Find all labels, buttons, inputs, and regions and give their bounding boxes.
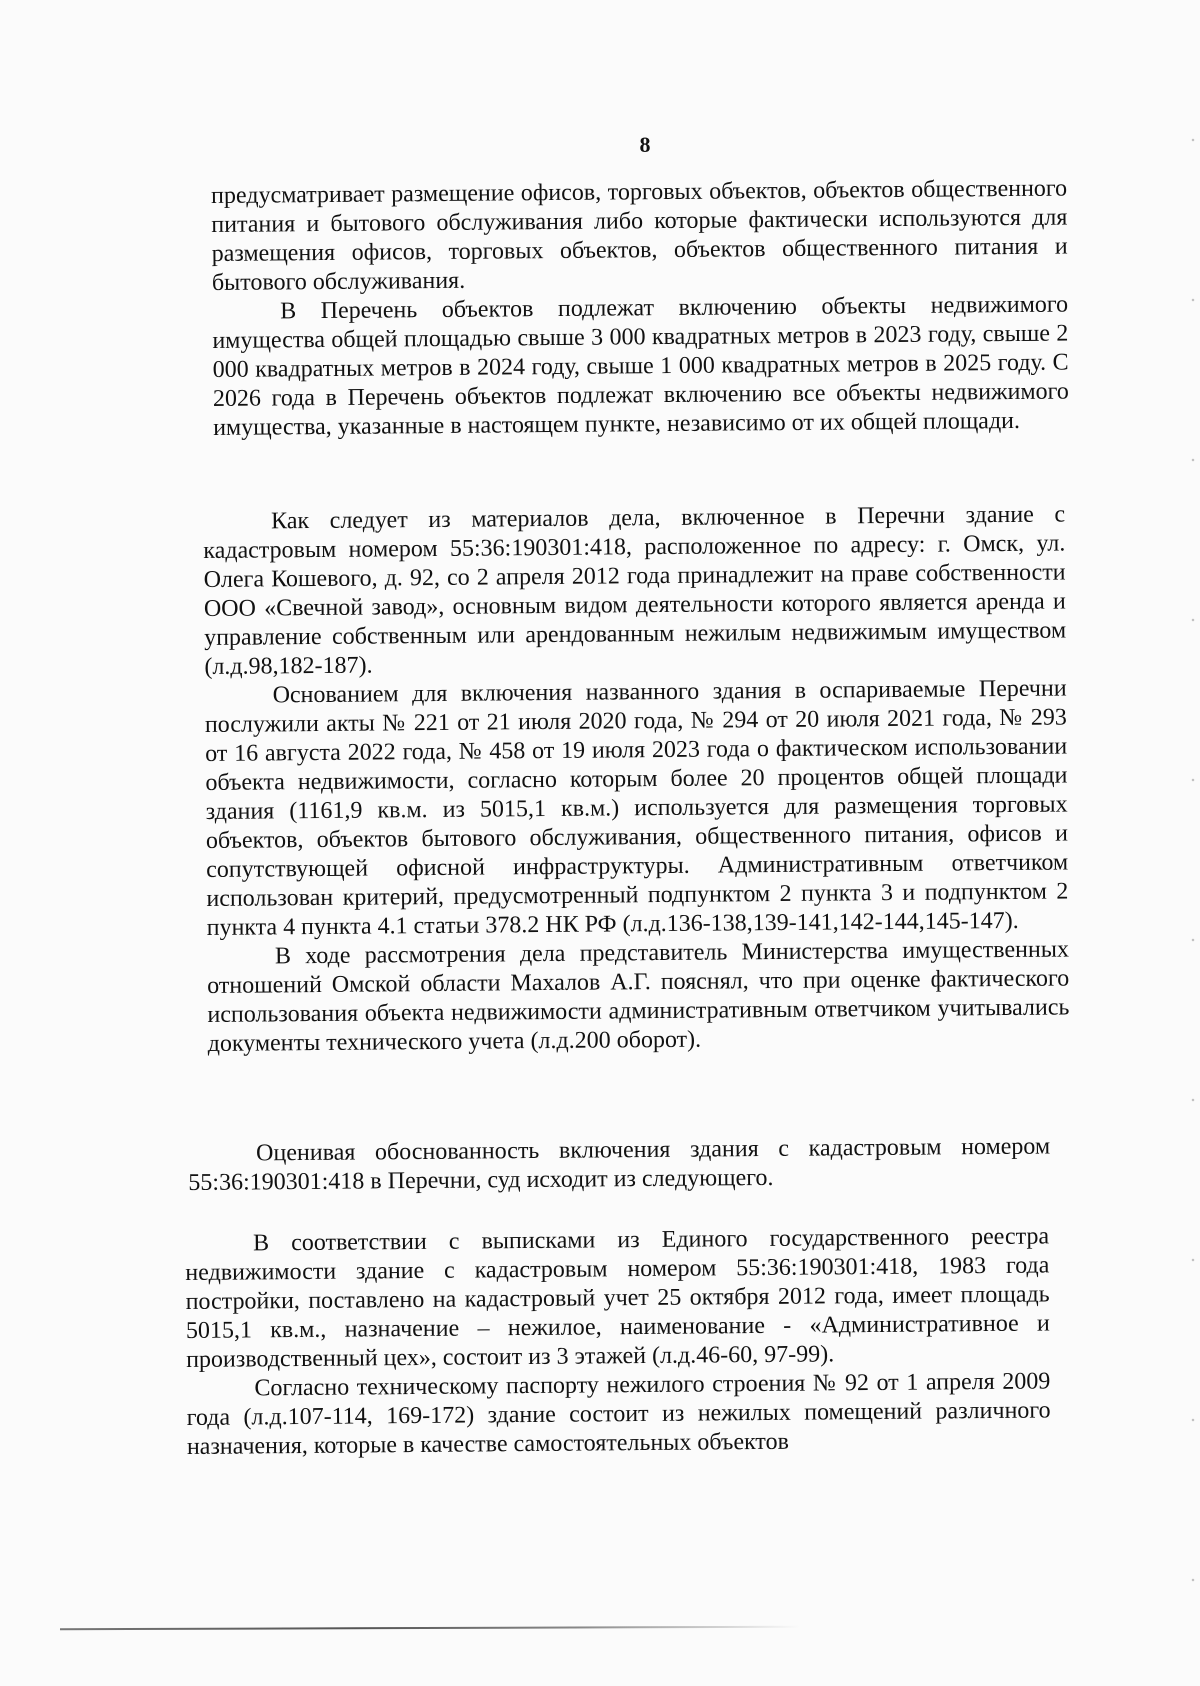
paragraph-technical-passport: Согласно техническому паспорту нежилого строения № 92 от 1 апреля 2009 года (л.д.107-114, 169-172) здание состоит из нежилых помещений различного назначения, которые в качестве самостоятельных объектов xyxy=(186,1368,1051,1460)
paragraph-continuation: предусматривает размещение офисов, торговых объектов, объектов общественного питания и бытового обслуживания либо которые фактически используются для размещения офисов, торговых объектов, объектов общественного питания и бытового обслуживания. xyxy=(211,175,1068,296)
page-number: 8 xyxy=(639,132,651,157)
text-block-upper xyxy=(211,175,1069,443)
text-block-case-facts xyxy=(203,500,1070,1059)
scan-artifact-dots xyxy=(1170,0,1200,1686)
paragraph-area-thresholds: В Перечень объектов подлежат включению объекты недвижимого имущества общей площадью свыше 3 000 квадратных метров в 2023 году, свыше 2 000 квадратных метров в 2024 году, свыше 1 000 квадратных метров в 2025 году. С 2026 года в Перечень объектов подлежат включению все объекты недвижимого имущества, указанные в настоящем пункте, независимо от их общей площади. xyxy=(212,291,1069,441)
text-block-court-assessment xyxy=(188,1132,1050,1198)
paragraph-court-reasoning: Оценивая обоснованность включения здания с кадастровым номером 55:36:190301:418 в Перечни, суд исходит из следующего. xyxy=(188,1133,1051,1196)
scan-artifact-line xyxy=(60,1626,800,1631)
paragraph-inclusion-grounds: Основанием для включения названного здания в оспариваемые Перечни послужили акты № 221 от 21 июля 2020 года, № 294 от 20 июля 2021 года, № 293 от 16 августа 2022 года, № 458 от 19 июля 2023 года о фактическом использовании объекта недвижимости, согласно которым более 20 процентов общей площади здания (1161,9 кв.м. из 5015,1 кв.м.) используется для размещения торговых объектов, объектов бытового обслуживания, общественного питания, офисов и сопутствующей офисной инфраструктуры. Административным ответчиком использован критерий, предусмотренный подпунктом 2 пункта 3 и подпунктом 2 пункта 4 пункта 4.1 статьи 378.2 НК РФ (л.д.136-138,139-141,142-144,145-147). xyxy=(204,675,1069,941)
paragraph-building-ownership: Как следует из материалов дела, включенное в Перечни здание с кадастровым номером 55:36:190301:418, расположенное по адресу: г. Омск, ул. Олега Кошевого, д. 92, со 2 апреля 2012 года принадлежит на праве собственности ООО «Свечной завод», основным видом деятельности которого является аренда и управление собственным или арендованным нежилым недвижимым имуществом (л.д.98,182-187). xyxy=(203,501,1067,680)
text-block-registry xyxy=(185,1222,1051,1462)
paragraph-ministry-representative: В ходе рассмотрения дела представитель Министерства имущественных отношений Омской области Махалов А.Г. пояснял, что при оценке фактического использования объекта недвижимости административным ответчиком учитывались документы технического учета (л.д.200 оборот). xyxy=(207,936,1070,1057)
paragraph-registry-extract: В соответствии с выписками из Единого государственного реестра недвижимости здание с кадастровым номером 55:36:190301:418, 1983 года постройки, поставлено на кадастровый учет 25 октября 2012 года, имеет площадь 5015,1 кв.м., назначение – нежилое, наименование - «Административное и производственный цех», состоит из 3 этажей (л.д.46-60, 97-99). xyxy=(185,1223,1050,1373)
